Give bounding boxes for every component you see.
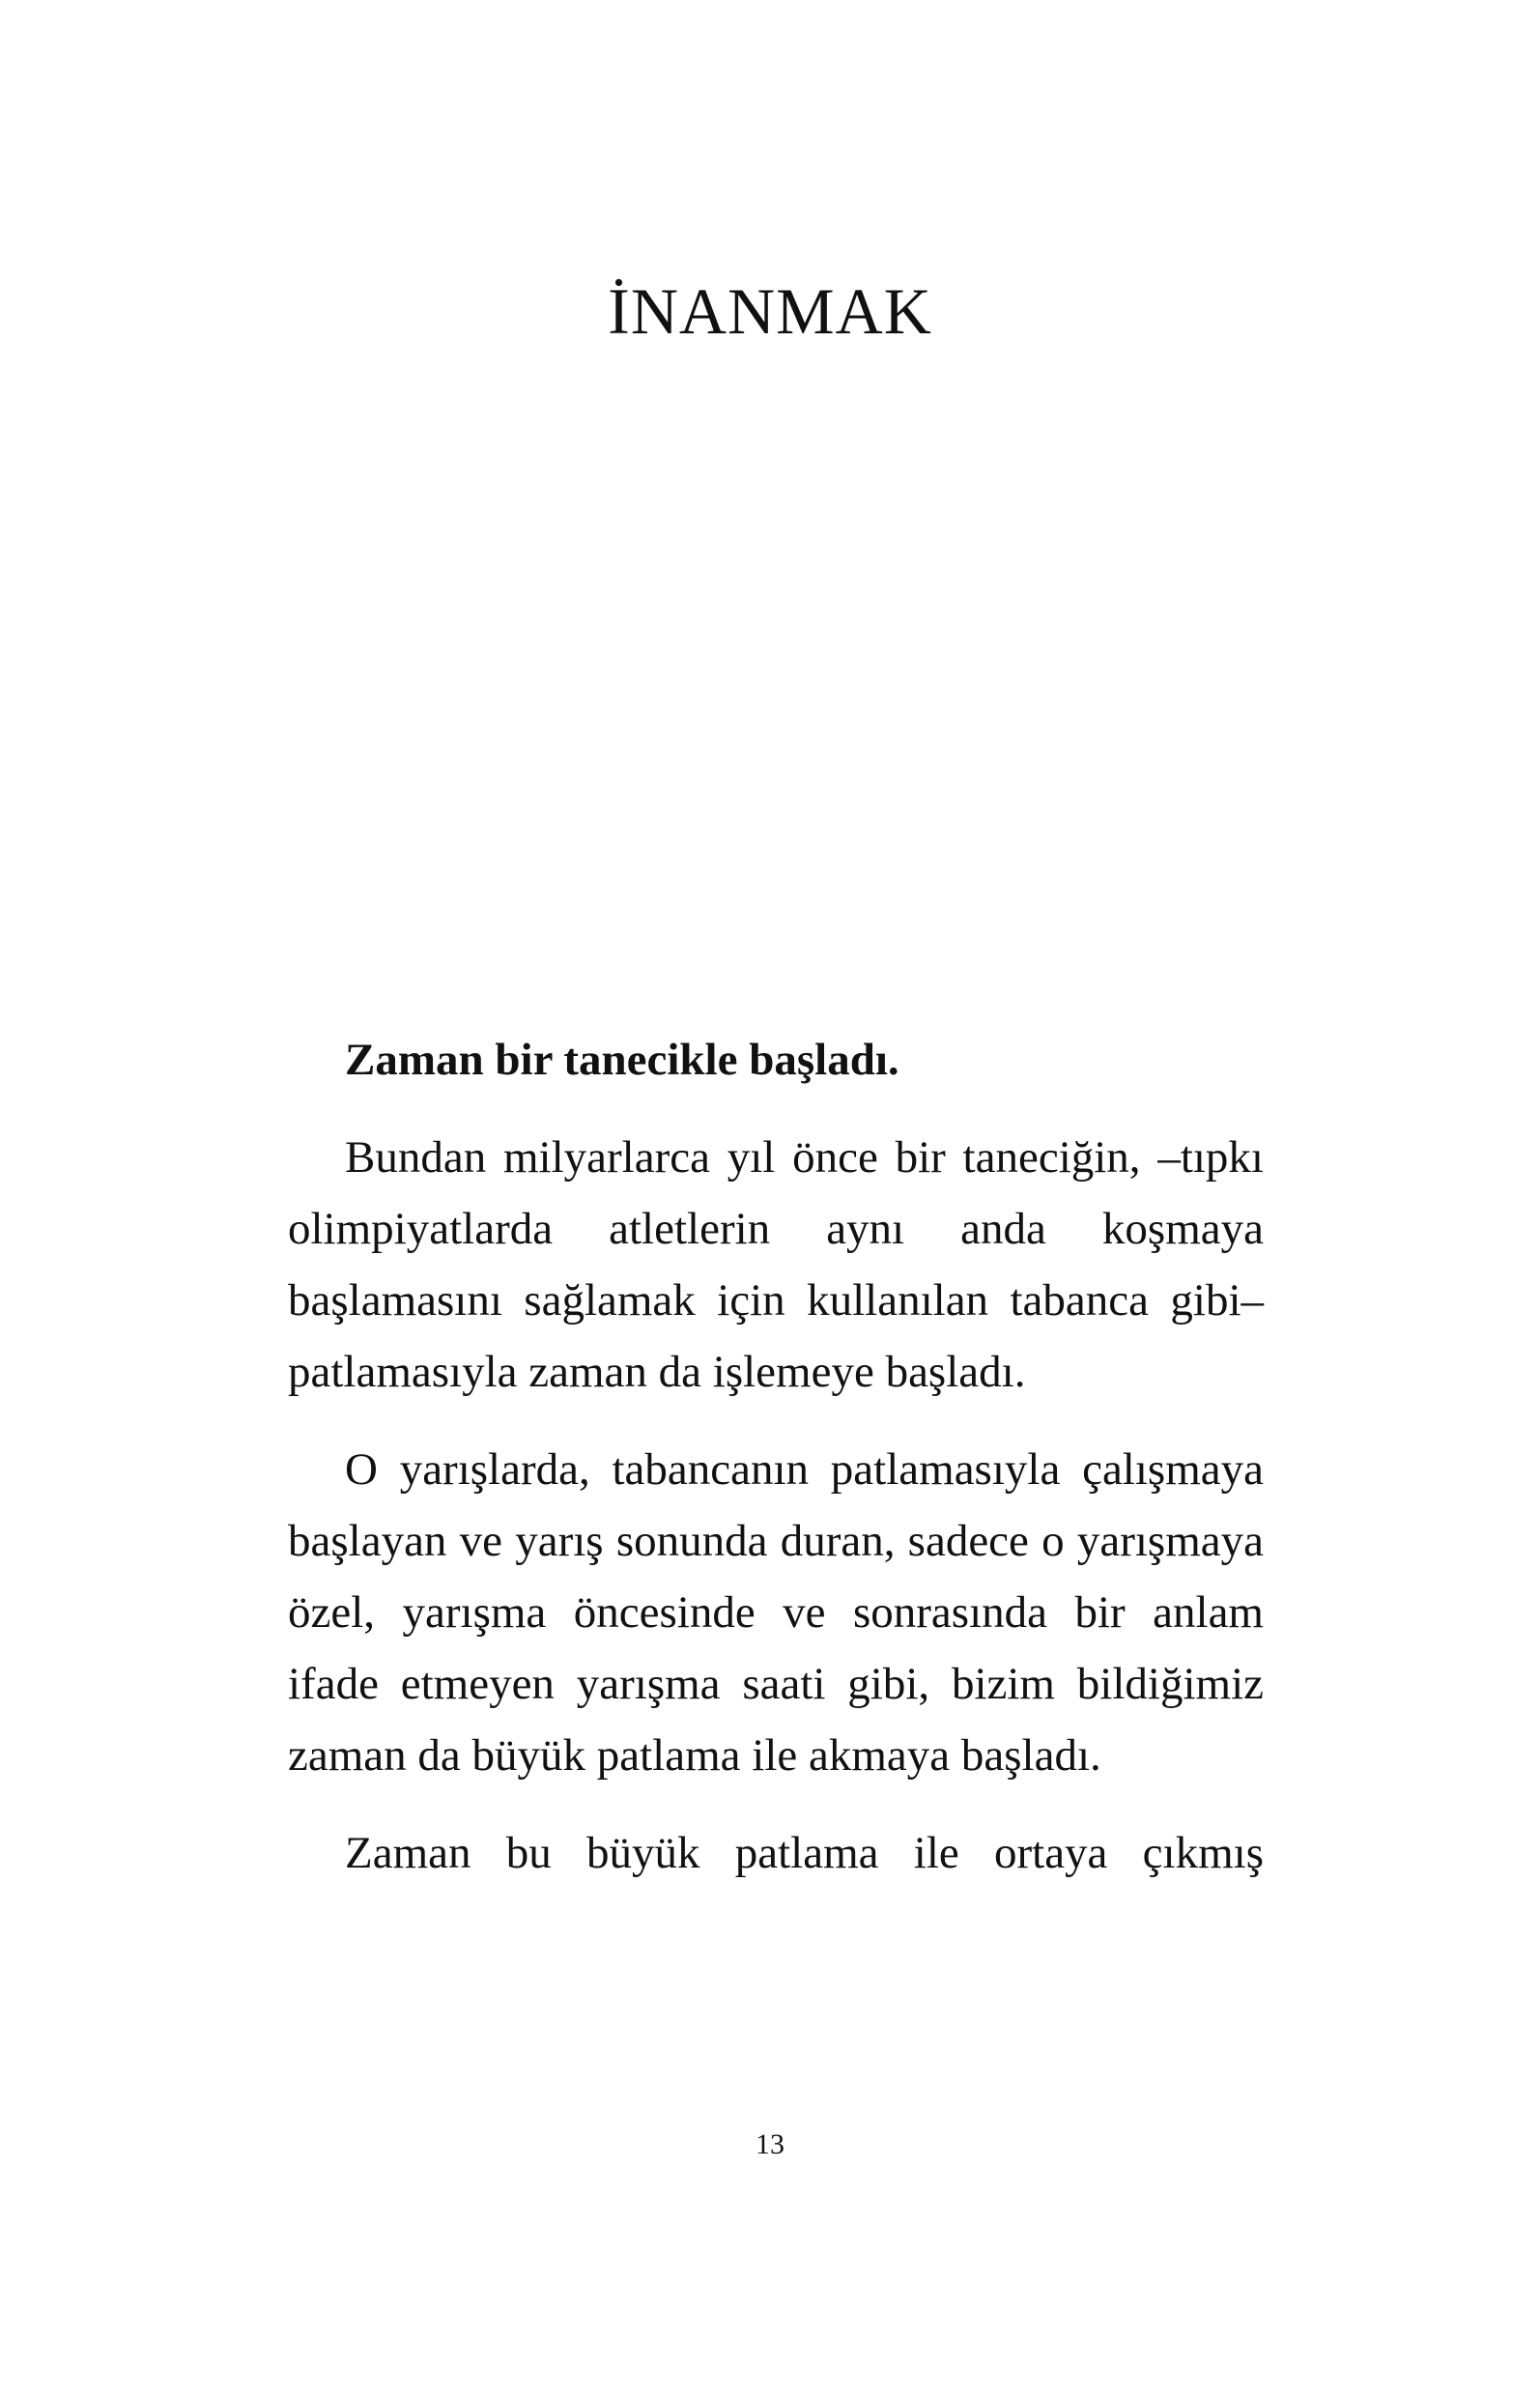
lead-paragraph: Zaman bir tanecikle başladı. <box>345 1035 899 1085</box>
paragraph: O yarışlarda, tabancanın patlamasıyla çalışmaya başlayan ve yarış sonunda duran, sadece o yarışmaya özel, yarışma öncesinde ve sonrasında bir anlam ifade etmeyen yarışma saati gibi, bizim bildiğimiz zaman da büyük patlama ile akmaya başladı. <box>288 1444 1264 1781</box>
page-number: 13 <box>756 2128 784 2160</box>
paragraph: Bundan milyarlarca yıl önce bir taneciğin, –tıpkı olimpiyatlarda atletlerin aynı anda koşmaya başlamasını sağlamak için kullanılan tabanca gibi– patlamasıyla zaman da işlemeye başladı. <box>288 1132 1264 1397</box>
chapter-title: İNANMAK <box>608 274 932 348</box>
paragraph: Zaman bu büyük patlama ile ortaya çıkmış <box>345 1828 1264 1878</box>
body-text <box>288 1024 1264 1915</box>
